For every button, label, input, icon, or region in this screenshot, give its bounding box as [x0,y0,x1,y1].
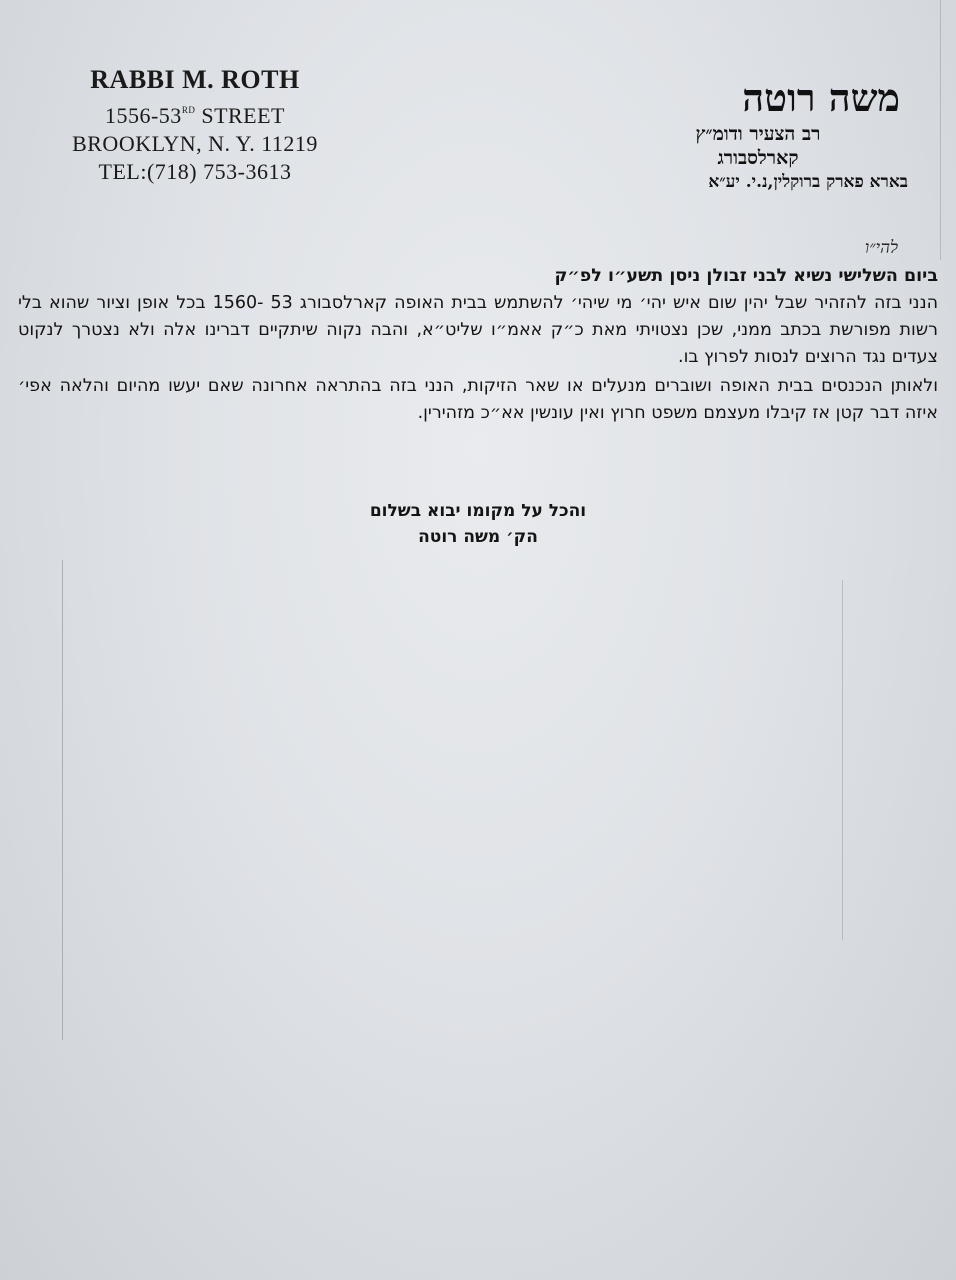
street-number: 1556-53 [104,103,182,128]
letterhead-city: BROOKLYN, N. Y. 11219 [72,131,318,156]
hebrew-letterhead [608,74,908,194]
letter-paragraph-1: הנני בזה להזהיר שבל יהין שום איש יהי׳ מי שיהי׳ להשתמש בבית האופה קארלסבורג 53 -1560 בכל אופן וציור שהוא בלי רשות מפורשת בכתב ממני, שכן נצטויתי מאת כ״ק אאמ״ו שליט״א, והבה נקוה שיתקיים דברינו אלה ולא נצטרך לנקוט צעדים נגד הרוצים לנסות לפרוץ בו. [18,293,939,367]
letterhead-title-he: רב הצעיר ודומ״ץ [695,123,821,145]
paper-edge-top-right [940,0,941,260]
letter-date-line: ביום השלישי נשיא לבני זבולן ניסן תשע״ו לפ״ק [554,266,938,286]
paper-fold-left [62,560,63,1040]
letter-closing-block [0,498,956,550]
salutation: להי״ו [864,238,898,258]
letter-body [18,262,938,427]
letterhead-name-en: RABBI M. ROTH [90,65,300,94]
letter-signature: הק׳ משה רוטה [418,527,538,547]
letter-closing: והכל על מקומו יבוא בשלום [369,501,587,521]
street-suffix: RD [181,105,196,115]
letterhead-street [55,96,335,130]
letterhead-address-he: בארא פארק ברוקלין,נ.י. יע״א [708,172,908,192]
paper-fold-right [842,580,843,940]
letterhead-tel: TEL:(718) 753-3613 [98,159,292,184]
english-letterhead [55,64,335,186]
letter-paragraph-2: ולאותן הנכנסים בבית האופה ושוברים מנעלים או שאר הזיקות, הנני בזה בהתראה אחרונה שאם יעשו מהיום והלאה אפי׳ איזה דבר קטן אז קיבלו מעצמם משפט חרוץ ואין עונשין אא״כ מזהירין. [18,376,938,423]
letterhead-community-he: קארלסבורג [717,147,799,169]
street-word: STREET [195,103,285,128]
letterhead-name-he: משה רוטה [742,75,900,120]
